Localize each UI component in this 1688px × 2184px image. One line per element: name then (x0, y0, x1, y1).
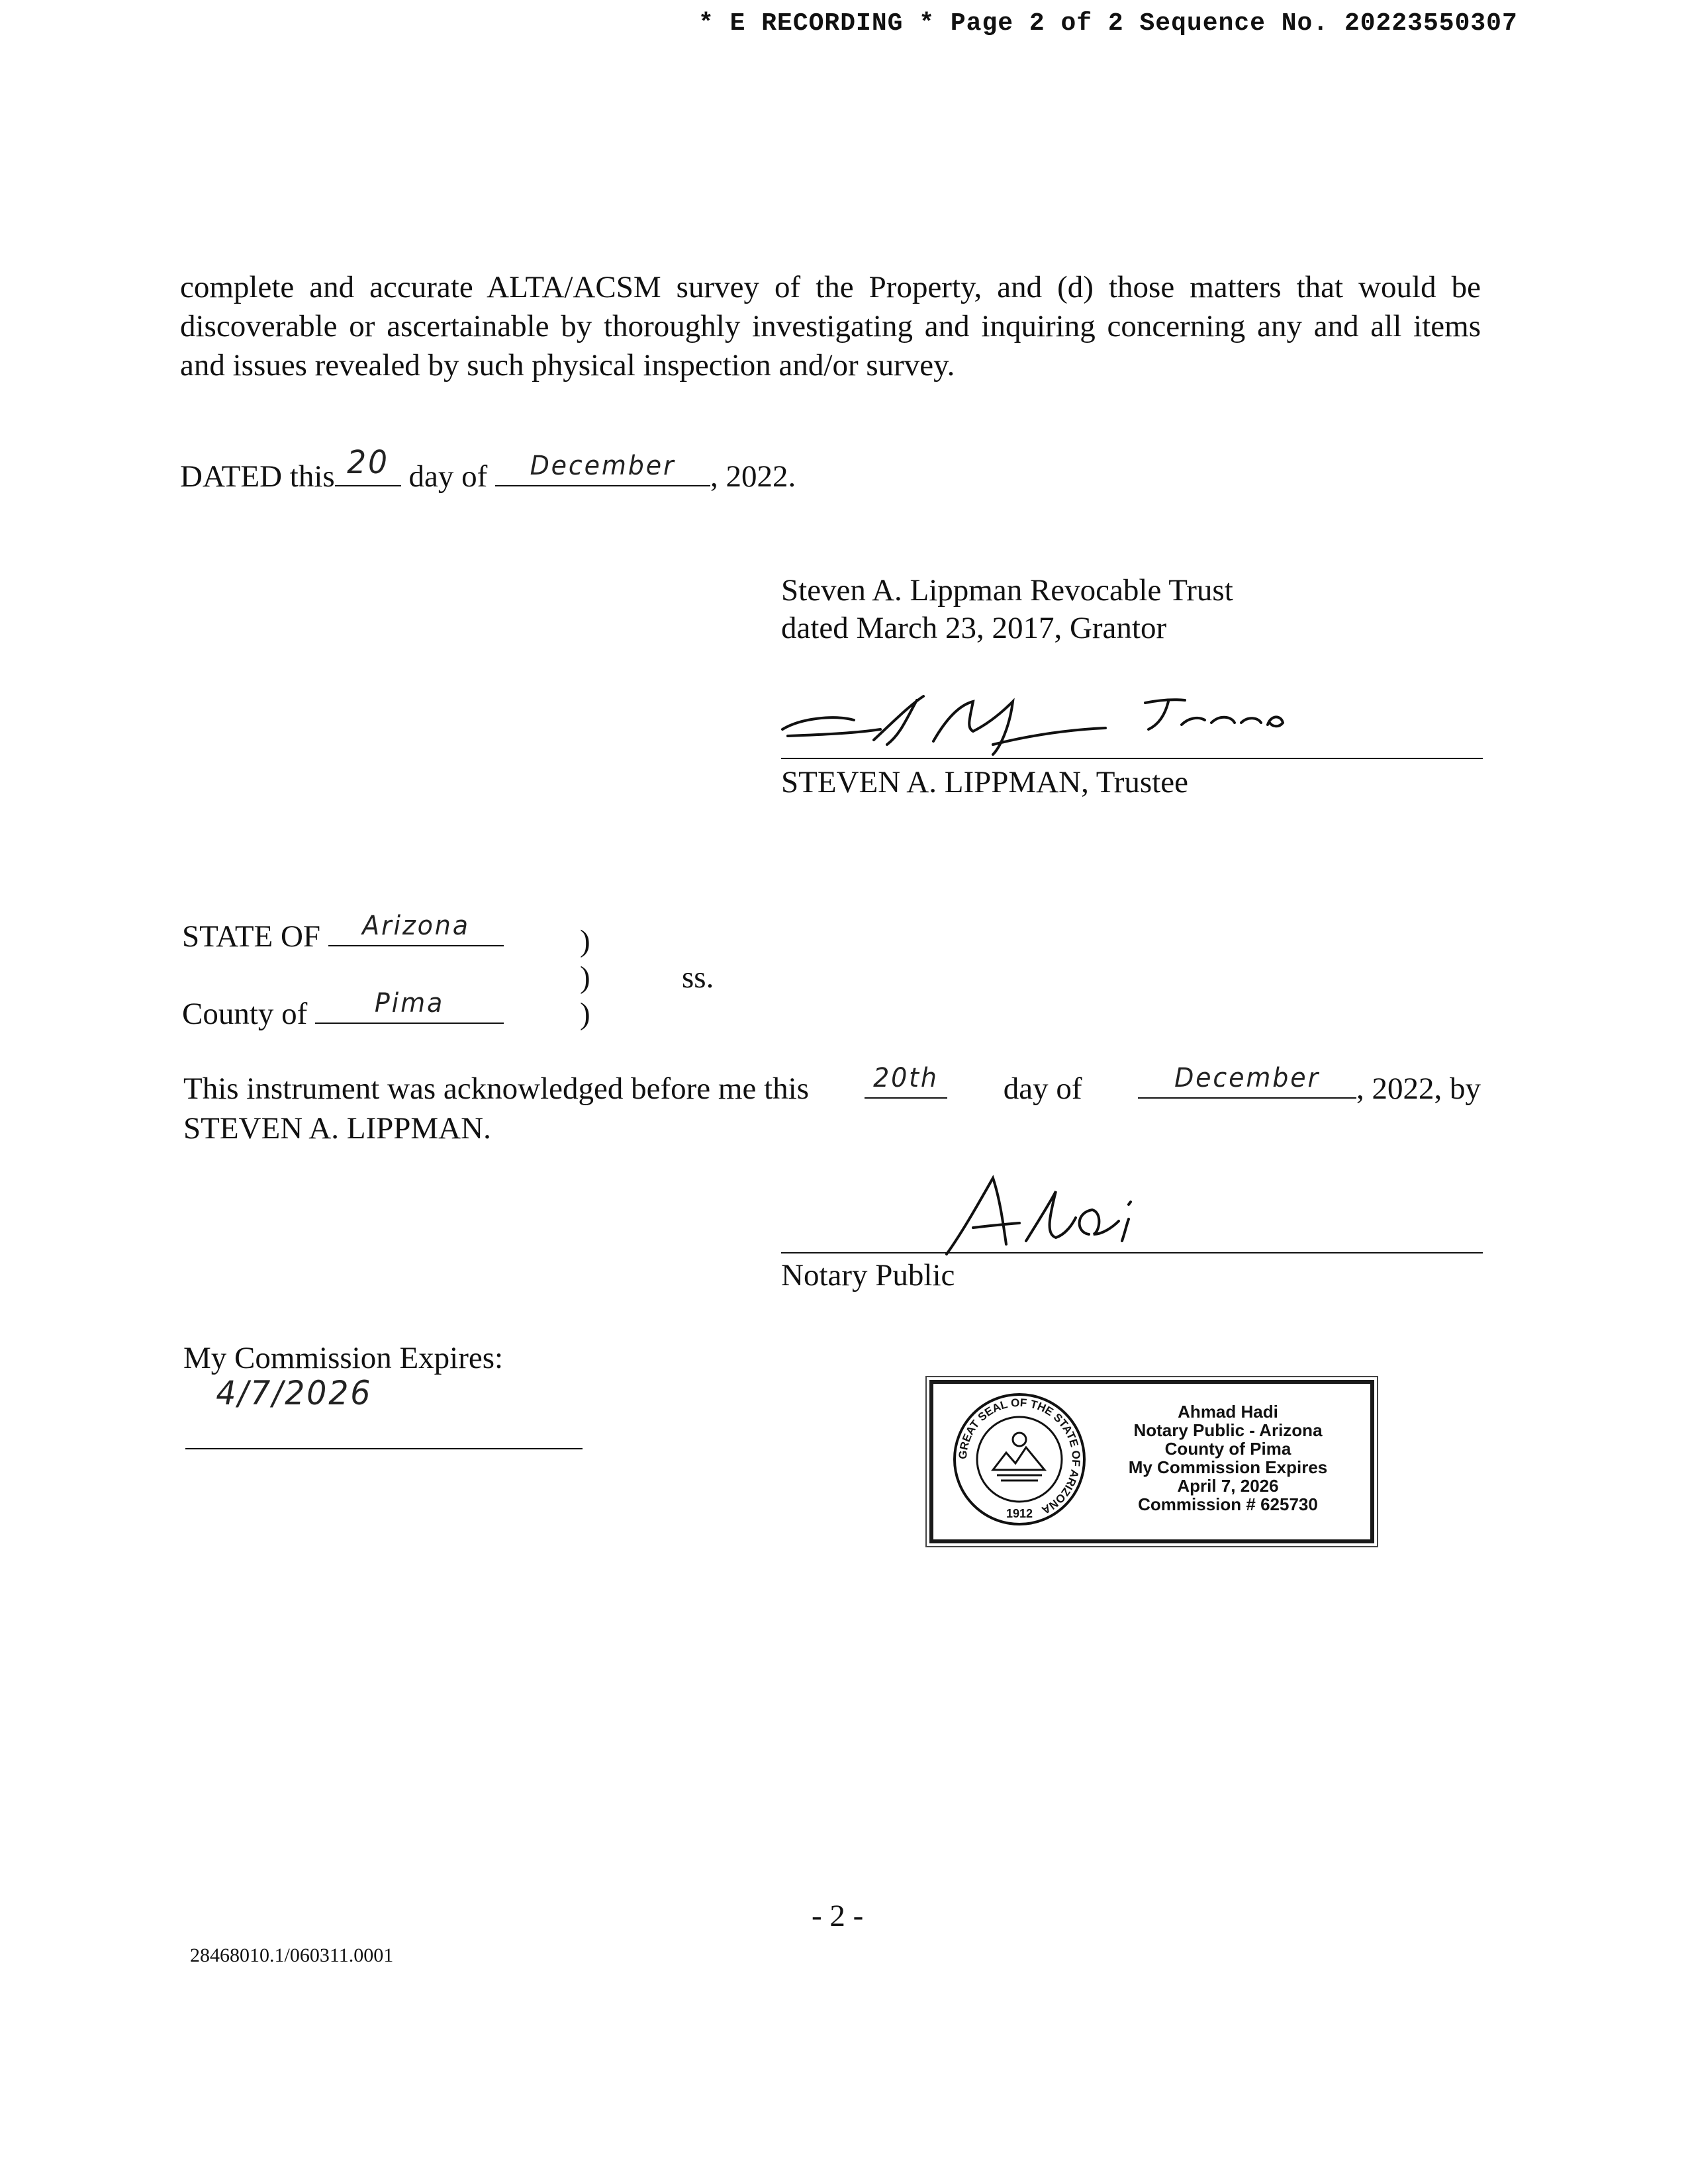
commission-date-line (185, 1448, 583, 1449)
stamp-text-block (1096, 1402, 1360, 1514)
grantor-signature-name: STEVEN A. LIPPMAN, Trustee (781, 765, 1188, 799)
acknowledgment-line-2: STEVEN A. LIPPMAN. (183, 1111, 491, 1146)
ack-day-blank (865, 1063, 947, 1099)
dated-month-blank (495, 451, 710, 486)
county-label: County of (182, 997, 308, 1031)
notary-signature (927, 1171, 1205, 1261)
seal-year: 1912 (1006, 1507, 1033, 1520)
dated-prefix: DATED this (180, 459, 335, 494)
dated-middle: day of (408, 459, 488, 494)
acknowledgment-line-1 (183, 1063, 1481, 1107)
document-id: 28468010.1/060311.0001 (190, 1944, 394, 1966)
state-line (182, 911, 504, 954)
page-number: - 2 - (812, 1899, 864, 1933)
dated-suffix: , 2022. (710, 459, 796, 494)
state-label: STATE OF (182, 919, 321, 954)
ack-month-blank (1138, 1063, 1356, 1099)
stamp-name: Ahmad Hadi (1178, 1402, 1278, 1422)
ack-suffix: , 2022, by (1356, 1071, 1481, 1106)
ack-prefix: This instrument was acknowledged before me this (183, 1071, 809, 1106)
ack-month-handwritten: December (1174, 1063, 1320, 1093)
grantor-signature (774, 688, 1357, 761)
notary-signature-line (781, 1252, 1483, 1253)
dated-line (180, 444, 796, 494)
county-blank (315, 988, 504, 1024)
stamp-county: County of Pima (1164, 1439, 1291, 1459)
notary-stamp (929, 1380, 1374, 1543)
recording-header: * E RECORDING * Page 2 of 2 Sequence No. 20223550307 (698, 9, 1518, 38)
body-paragraph: complete and accurate ALTA/ACSM survey of the Property, and (d) those matters that would be discoverable or ascertainable by thoroughly investigating and inquiring concerning any and all items and issues revealed by such physical inspection and/or survey. (180, 270, 1481, 383)
venue-paren-1: ) (580, 924, 590, 958)
state-handwritten: Arizona (361, 911, 470, 941)
stamp-expires-date: April 7, 2026 (1177, 1476, 1279, 1496)
grantor-line-2: dated March 23, 2017, Grantor (781, 611, 1167, 645)
county-handwritten: Pima (374, 988, 445, 1019)
venue-paren-3: ) (580, 997, 590, 1031)
state-seal-icon (952, 1392, 1088, 1527)
ack-day-handwritten: 20th (873, 1063, 939, 1093)
seal-ring-text: GREAT SEAL OF THE STATE OF ARIZONA (956, 1396, 1083, 1517)
grantor-line-1: Steven A. Lippman Revocable Trust (781, 573, 1233, 608)
dated-month-handwritten: December (530, 451, 676, 481)
county-line (182, 988, 504, 1032)
stamp-title: Notary Public - Arizona (1133, 1420, 1323, 1440)
commission-label: My Commission Expires: (183, 1341, 504, 1375)
ack-middle: day of (1003, 1071, 1082, 1106)
state-blank (328, 911, 504, 946)
dated-day-blank (335, 444, 401, 486)
stamp-expires-label: My Commission Expires (1128, 1457, 1328, 1477)
venue-ss: ss. (682, 960, 714, 995)
venue-paren-2: ) (580, 960, 590, 995)
commission-date-handwritten: 4/7/2026 (216, 1374, 373, 1412)
grantor-signature-line (781, 758, 1483, 759)
dated-day-handwritten: 20 (346, 444, 389, 481)
notary-label: Notary Public (781, 1258, 955, 1293)
stamp-commission-number: Commission # 625730 (1138, 1494, 1318, 1514)
